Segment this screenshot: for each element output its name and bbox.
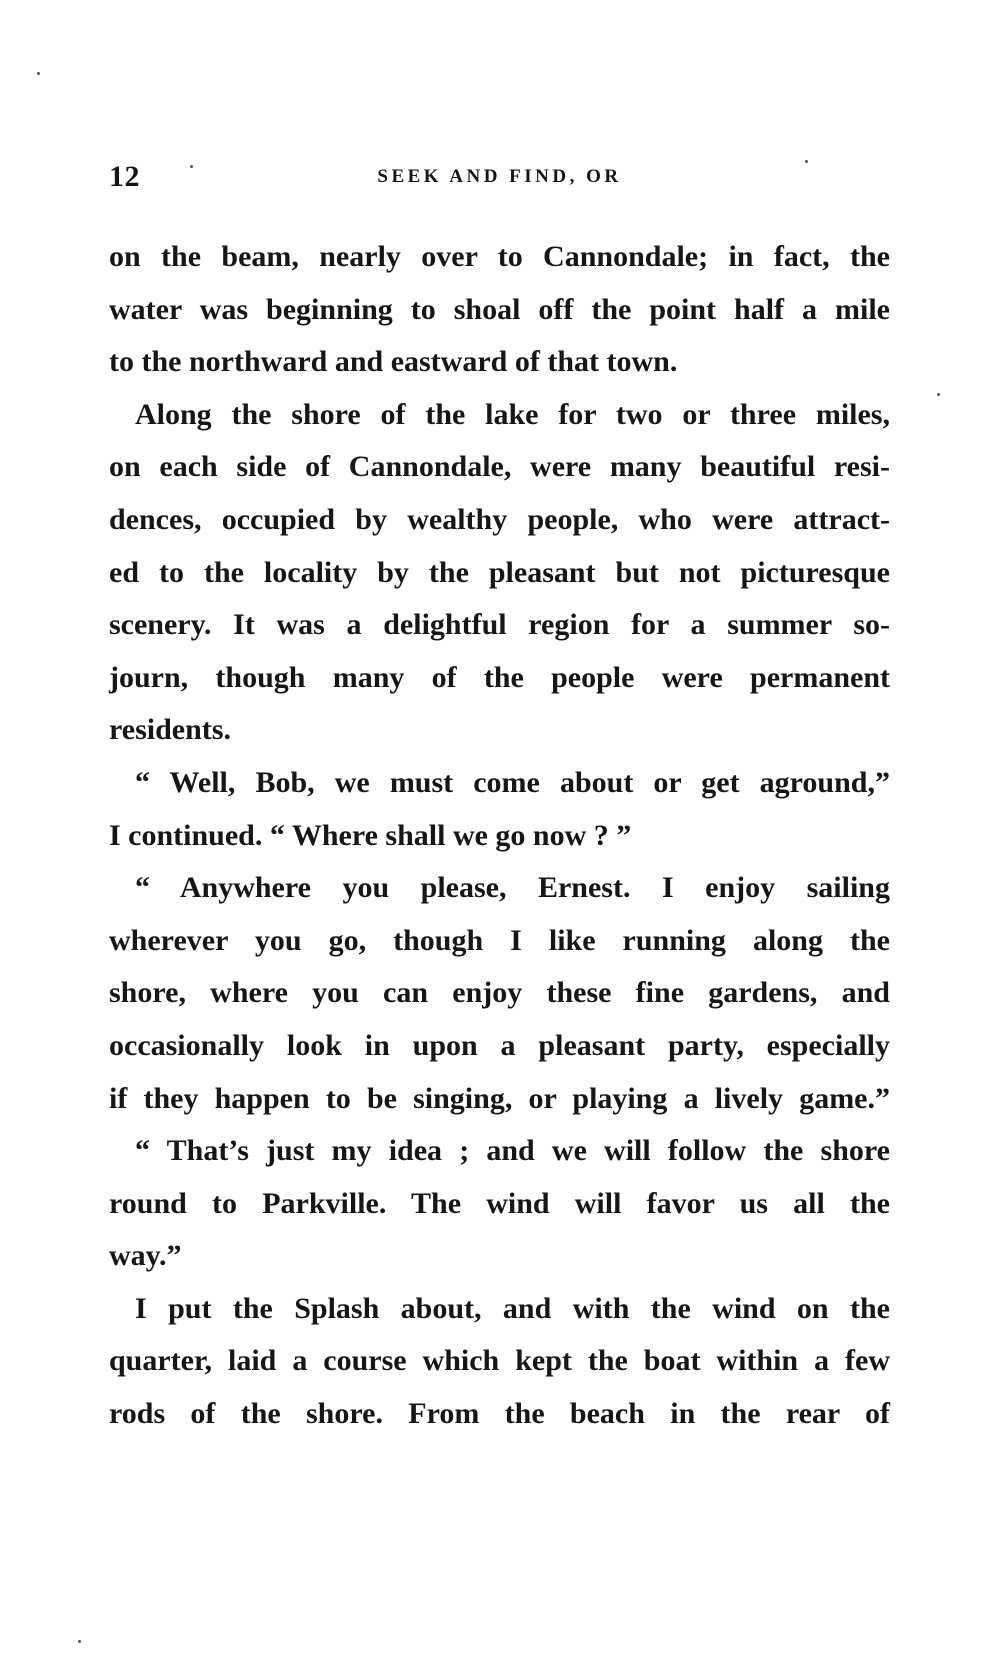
paragraph xyxy=(109,1283,890,1441)
scan-speck xyxy=(937,393,940,396)
text-line: dences, occupied by wealthy people, who were attract- xyxy=(109,502,890,536)
text-line: ed to the locality by the pleasant but not picturesque xyxy=(109,555,890,589)
text-line: “ Well, Bob, we must come about or get aground,” xyxy=(135,765,890,799)
paragraph xyxy=(109,231,890,389)
paragraph xyxy=(109,389,890,757)
text-line: wherever you go, though I like running along the xyxy=(109,923,890,957)
text-line: shore, where you can enjoy these fine gardens, and xyxy=(109,976,890,1010)
text-line: “ Anywhere you please, Ernest. I enjoy sailing xyxy=(135,871,890,905)
text-line: residents. xyxy=(109,713,231,747)
text-line: quarter, laid a course which kept the boat within a few xyxy=(109,1344,890,1378)
text-line: journ, though many of the people were permanent xyxy=(109,660,890,694)
page-number: 12 xyxy=(109,160,140,193)
scan-speck xyxy=(78,1640,81,1643)
text-line: to the northward and eastward of that town. xyxy=(109,345,678,379)
scan-speck xyxy=(37,72,40,75)
text-line: way.” xyxy=(109,1239,182,1273)
text-line: occasionally look in upon a pleasant party, especially xyxy=(109,1028,890,1062)
text-line: water was beginning to shoal off the point half a mile xyxy=(109,292,890,326)
text-line: scenery. It was a delightful region for a summer so- xyxy=(109,608,890,642)
paragraph xyxy=(109,862,890,1125)
text-line: round to Parkville. The wind will favor us all the xyxy=(109,1186,890,1220)
text-line: “ That’s just my idea ; and we will follow the shore xyxy=(135,1134,890,1168)
page-header xyxy=(109,160,890,200)
text-line: Along the shore of the lake for two or three miles, xyxy=(135,397,890,431)
text-line: on the beam, nearly over to Cannondale; in fact, the xyxy=(109,240,890,273)
text-line: I continued. “ Where shall we go now ? ” xyxy=(109,818,632,852)
text-line: I put the Splash about, and with the wind on the xyxy=(135,1291,890,1325)
text-line: rods of the shore. From the beach in the rear of xyxy=(109,1397,890,1431)
paragraph xyxy=(109,757,890,862)
body-text xyxy=(109,231,890,1441)
text-line: if they happen to be singing, or playing a lively game.” xyxy=(109,1081,890,1115)
running-title: SEEK AND FIND, OR xyxy=(377,166,622,187)
text-line: on each side of Cannondale, were many beautiful resi- xyxy=(109,450,890,484)
paragraph xyxy=(109,1125,890,1283)
